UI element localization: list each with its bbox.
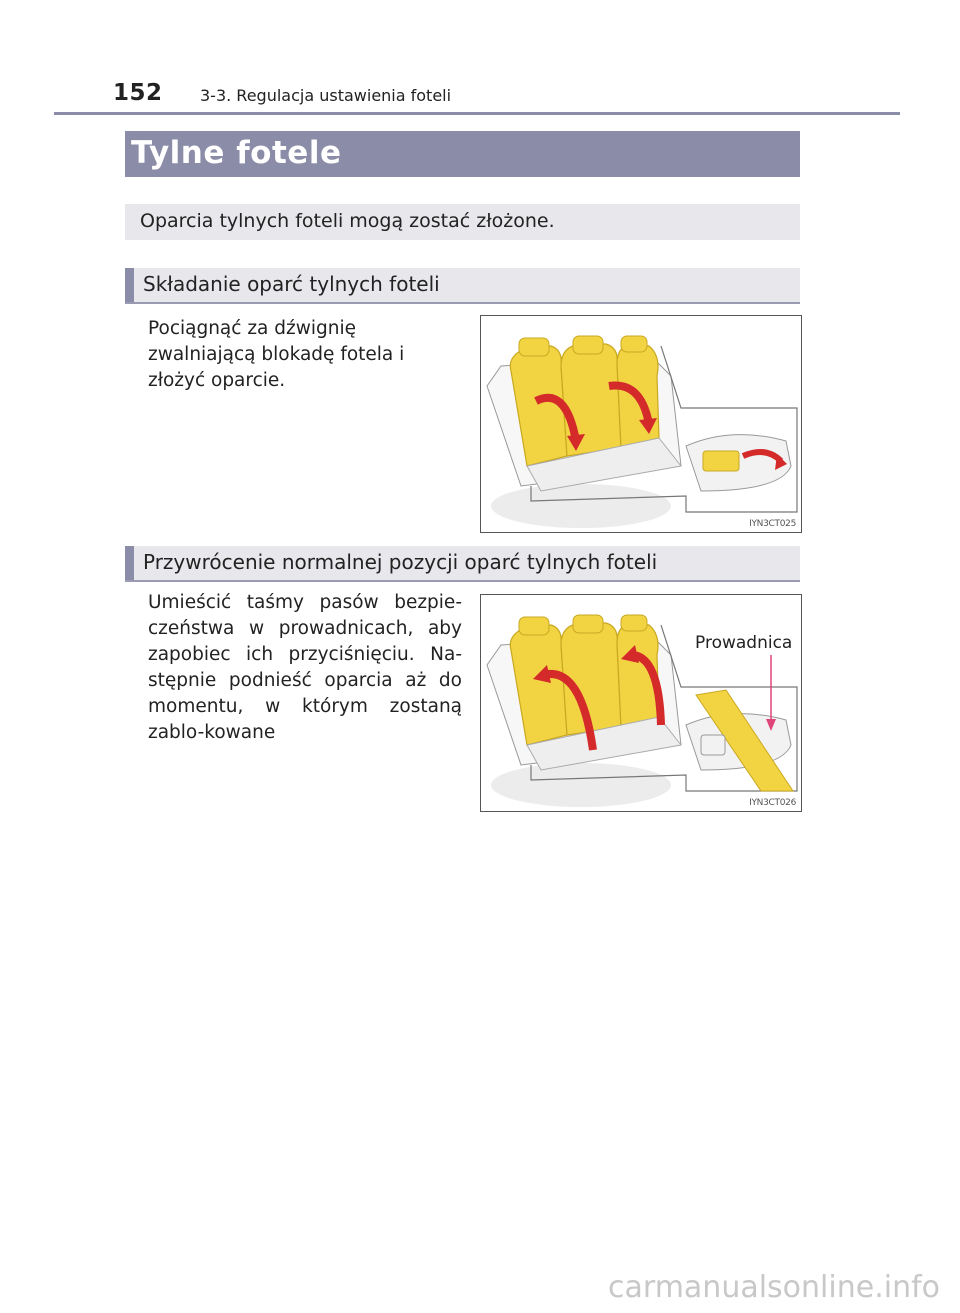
section-title: Tylne fotele	[131, 135, 342, 171]
subsection-heading-restore	[125, 546, 800, 582]
restore-seat-drawing	[481, 595, 801, 811]
header-rule	[54, 112, 900, 115]
subsection-title-fold: Składanie oparć tylnych foteli	[143, 272, 440, 296]
restore-seat-illustration	[480, 594, 802, 812]
section-title-bar	[125, 131, 800, 177]
intro-text: Oparcia tylnych foteli mogą zostać złożone.	[140, 210, 555, 232]
intro-box	[125, 204, 800, 240]
fold-seat-drawing	[481, 316, 801, 532]
callout-guide-label: Prowadnica	[695, 633, 793, 653]
subsection-heading-fold	[125, 268, 800, 304]
heading-accent	[125, 546, 134, 580]
fold-instructions: Pociągnąć za dźwignię zwalniającą blokadę fotela i złożyć oparcie.	[148, 318, 405, 391]
running-header: 3-3. Regulacja ustawienia foteli	[200, 86, 452, 105]
figure-code: IYN3CT026	[749, 798, 796, 808]
figure-code: IYN3CT025	[749, 519, 796, 529]
page-number: 152	[113, 80, 163, 106]
watermark: carmanualsonline.info	[608, 1270, 940, 1305]
fold-seat-illustration	[480, 315, 802, 533]
heading-accent	[125, 268, 134, 302]
restore-instructions: Umieścić taśmy pasów bezpie-czeństwa w prowadnicach, aby zapobiec ich przyciśnięciu. Na-stępnie podnieść oparcia aż do momentu, w którym zostaną zablo-kowane	[148, 592, 462, 743]
belt-guide-icon	[701, 735, 725, 755]
subsection-title-restore: Przywrócenie normalnej pozycji oparć tylnych foteli	[143, 550, 658, 574]
